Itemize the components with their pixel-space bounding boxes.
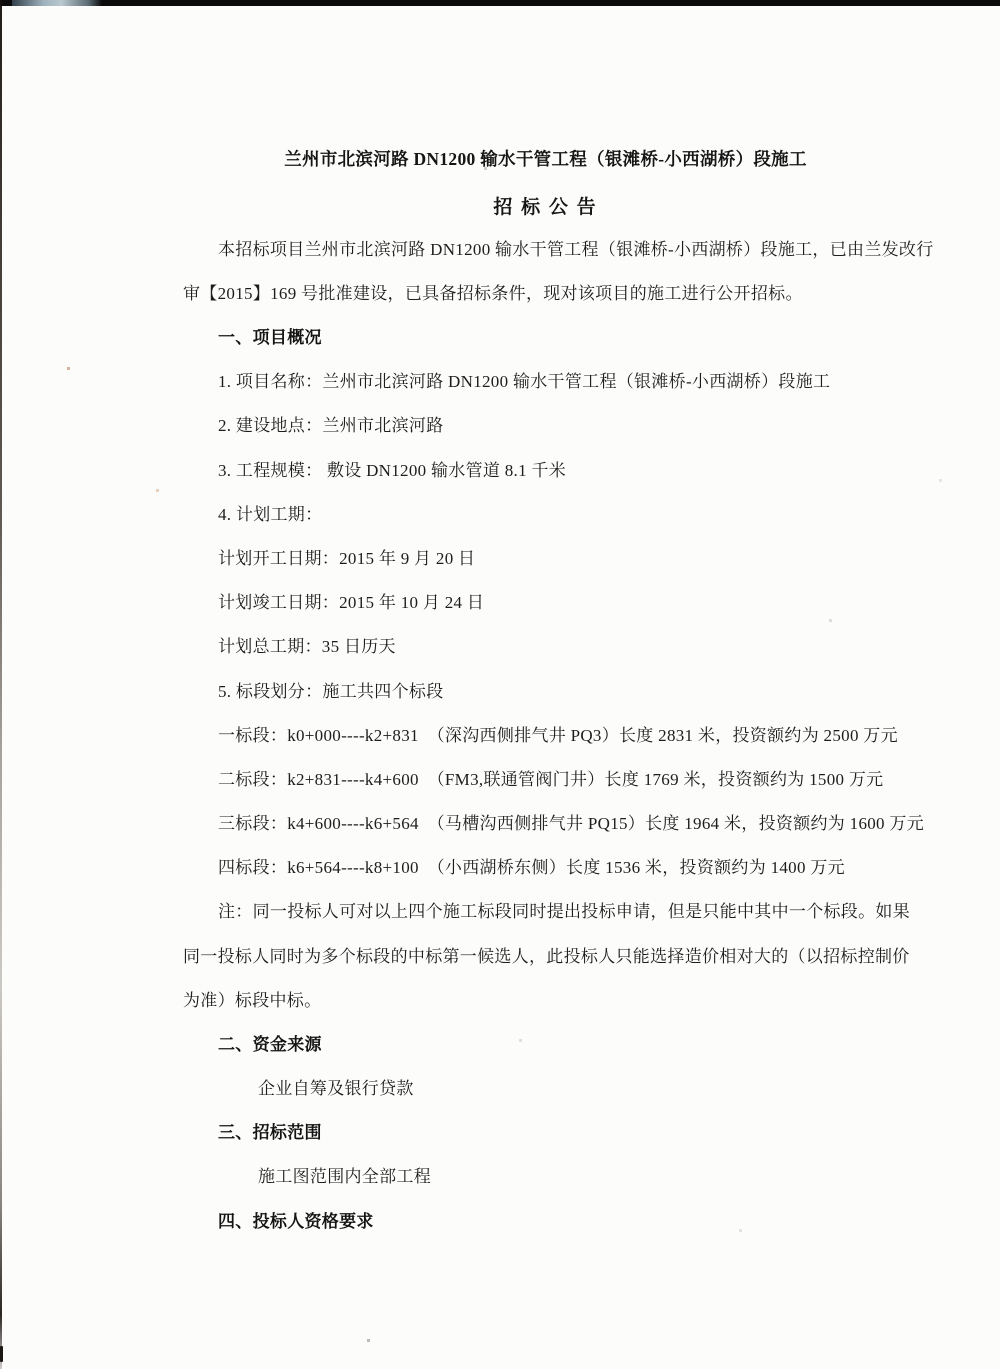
project-scale: 3. 工程规模： 敷设 DN1200 输水管道 8.1 千米 — [218, 461, 567, 480]
note-line-2: 同一投标人同时为多个标段的中标第一候选人，此投标人只能选择造价相对大的（以招标控制价 — [183, 947, 910, 966]
section4-heading: 四、投标人资格要求 — [218, 1212, 374, 1231]
scan-edge-top-highlight — [12, 0, 102, 6]
doc-subtitle: 招 标 公 告 — [493, 197, 598, 218]
bid-division: 5. 标段划分：施工共四个标段 — [218, 682, 444, 701]
plan-total-duration: 计划总工期：35 日历天 — [218, 637, 396, 656]
bid-section-1: 一标段：k0+000----k2+831 （深沟西侧排气井 PQ3）长度 2831 米，投资额约为 2500 万元 — [218, 726, 898, 745]
plan-start-date: 计划开工日期：2015 年 9 月 20 日 — [218, 549, 476, 568]
bid-section-3: 三标段：k4+600----k6+564 （马槽沟西侧排气井 PQ15）长度 1964 米，投资额约为 1600 万元 — [218, 814, 924, 833]
section2-heading: 二、资金来源 — [218, 1035, 322, 1054]
bid-section-2: 二标段：k2+831----k4+600 （FM3,联通管阀门井）长度 1769 米，投资额约为 1500 万元 — [218, 770, 884, 789]
note-line-3: 为准）标段中标。 — [183, 991, 322, 1010]
scan-edge-top — [0, 0, 1000, 6]
scan-edge-bottom-mark — [0, 1346, 3, 1362]
note-line-1: 注：同一投标人可对以上四个施工标段同时提出投标申请，但是只能中其中一个标段。如果 — [218, 902, 910, 921]
section3-heading: 三、招标范围 — [218, 1123, 322, 1142]
intro-line-2: 审【2015】169 号批准建设，已具备招标条件，现对该项目的施工进行公开招标。 — [183, 284, 803, 303]
plan-period-label: 4. 计划工期： — [218, 505, 323, 524]
bid-section-4: 四标段：k6+564----k8+100 （小西湖桥东侧）长度 1536 米，投资额约为 1400 万元 — [218, 858, 845, 877]
scan-speckles — [0, 0, 1, 1]
section1-heading: 一、项目概况 — [218, 328, 322, 347]
intro-line-1: 本招标项目兰州市北滨河路 DN1200 输水干管工程（银滩桥-小西湖桥）段施工，已由兰发改行 — [218, 240, 934, 259]
plan-finish-date: 计划竣工日期：2015 年 10 月 24 日 — [218, 593, 485, 612]
project-name: 1. 项目名称：兰州市北滨河路 DN1200 输水干管工程（银滩桥-小西湖桥）段施工 — [218, 372, 831, 391]
scan-edge-left — [0, 0, 2, 1369]
doc-title: 兰州市北滨河路 DN1200 输水干管工程（银滩桥-小西湖桥）段施工 — [284, 149, 807, 169]
tender-scope: 施工图范围内全部工程 — [258, 1167, 431, 1186]
funding-source: 企业自筹及银行贷款 — [258, 1079, 414, 1098]
project-location: 2. 建设地点：兰州市北滨河路 — [218, 416, 444, 435]
